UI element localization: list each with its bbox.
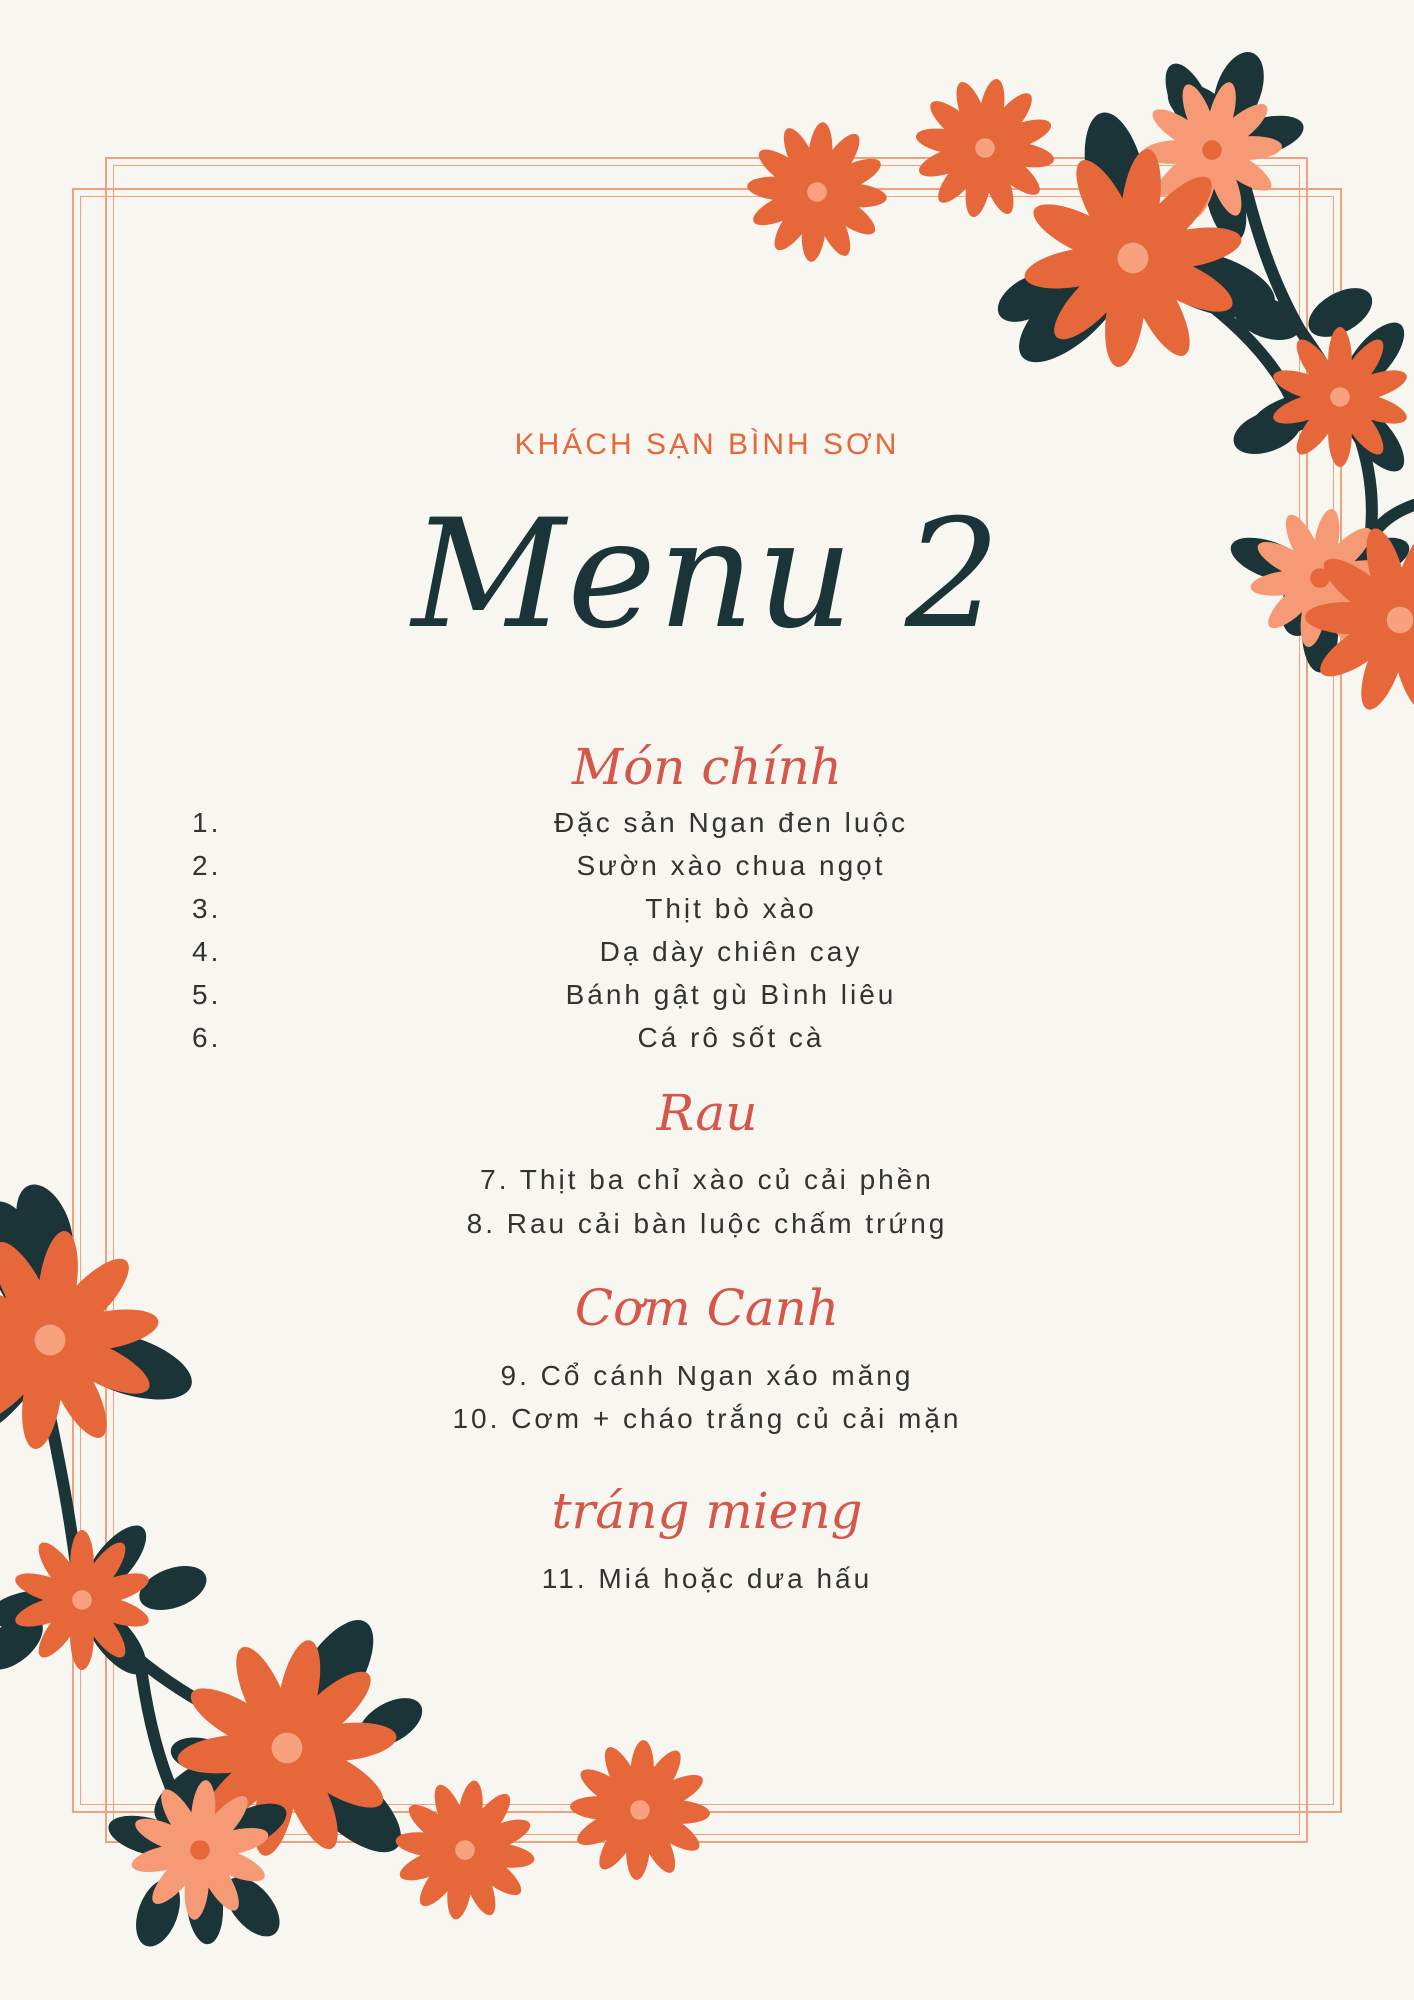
list-item: 11. Miá hoặc dưa hấu [541,1563,873,1594]
dish-name: Dạ dày chiên cay [599,936,863,967]
dish-name: Đặc sản Ngan đen luộc [553,807,909,838]
list-item: 8. Rau cải bàn luộc chấm trứng [466,1208,948,1239]
menu-title: Menu 2 [411,488,1003,662]
section-heading-rice-soup: Cơm Canh [574,1279,840,1337]
section-heading-dessert: tráng mieng [551,1482,863,1540]
list-item: 9. Cổ cánh Ngan xáo măng [500,1360,914,1391]
flower-icon [566,1736,713,1883]
dish-name: Thịt bò xào [645,893,817,924]
list-item [0,850,1414,890]
item-number: 2. [192,850,222,881]
list-item [0,1022,1414,1062]
list-item [0,936,1414,976]
item-number: 6. [192,1022,222,1053]
dish-name: Sườn xào chua ngọt [576,850,886,881]
hotel-name: KHÁCH SẠN BÌNH SƠN [514,428,900,461]
list-item [0,807,1414,847]
item-number: 3. [192,893,222,924]
flower-icon [741,116,893,268]
flower-icon [386,1771,544,1929]
flower-icon [904,67,1066,229]
list-item: 10. Cơm + cháo trắng củ cải mặn [452,1403,962,1434]
list-item [0,979,1414,1019]
item-number: 4. [192,936,222,967]
item-number: 1. [192,807,222,838]
list-item: 7. Thịt ba chỉ xào củ cải phền [480,1164,934,1195]
dish-name: Bánh gật gù Bình liêu [565,979,897,1010]
section-heading-main-dishes: Món chính [572,738,842,796]
item-number: 5. [192,979,222,1010]
section-heading-vegetables: Rau [656,1084,758,1142]
dish-name: Cá rô sốt cà [637,1022,825,1053]
list-item [0,893,1414,933]
